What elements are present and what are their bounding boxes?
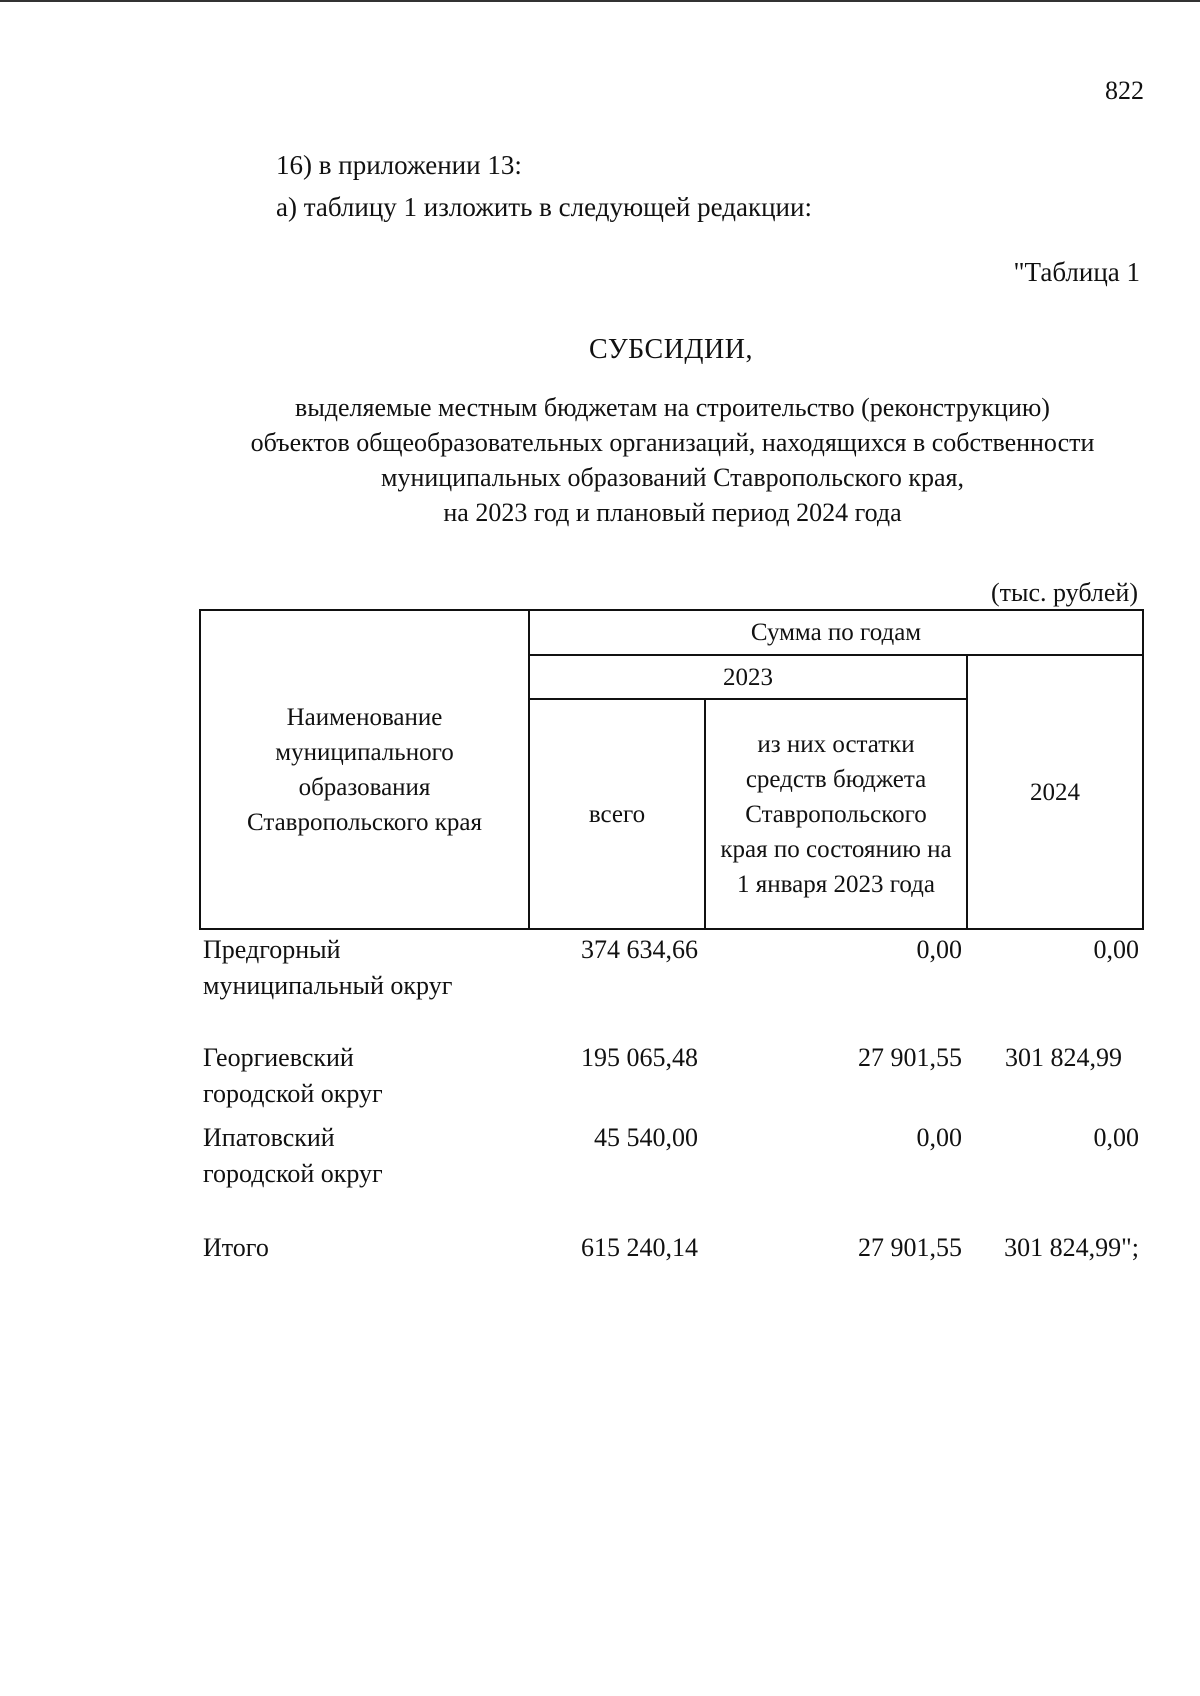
amendment-subitem: а) таблицу 1 изложить в следующей редакции: [276, 192, 812, 222]
remainder-value: 27 901,55 [858, 1043, 962, 1072]
totals-label: Итого [203, 1233, 269, 1262]
remainder-value: 0,00 [916, 935, 962, 964]
totals-remainder-value: 27 901,55 [858, 1233, 962, 1262]
total-value: 374 634,66 [581, 935, 698, 964]
totals-total-value: 615 240,14 [581, 1233, 698, 1262]
document-subtitle [200, 390, 1145, 530]
table-reference: "Таблица 1 [1013, 257, 1140, 287]
year-2024-value: 301 824,99 [1005, 1043, 1122, 1072]
year-2024-value: 0,00 [1093, 935, 1139, 964]
top-rule [0, 0, 1200, 2]
page-number: 822 [1105, 76, 1144, 105]
municipality-name [203, 932, 523, 1004]
totals-year-2024-value: 301 824,99"; [1004, 1233, 1139, 1262]
units-label: (тыс. рублей) [990, 578, 1138, 607]
subtitle-line: объектов общеобразовательных организаций, находящихся в собственности [250, 428, 1095, 457]
municipality-name [203, 1120, 523, 1192]
header-year-2023: 2023 [529, 655, 967, 699]
subtitle-line: муниципальных образований Ставропольского края, [380, 463, 964, 492]
header-remainder: из них остатки средств бюджета Ставропольского края по состоянию на 1 января 2023 года [705, 699, 967, 929]
header-municipality-name: Наименование муниципального образования Ставропольского края [200, 610, 529, 929]
municipality-name-line: городской округ [203, 1079, 383, 1108]
remainder-value: 0,00 [916, 1123, 962, 1152]
header-sum-by-years: Сумма по годам [529, 610, 1143, 655]
table-header [199, 609, 1144, 930]
municipality-name-line: Георгиевский [203, 1043, 354, 1072]
municipality-name [203, 1040, 523, 1112]
header-year-2024: 2024 [967, 655, 1143, 929]
subtitle-line: на 2023 год и плановый период 2024 года [443, 498, 902, 527]
document-title: СУБСИДИИ, [589, 334, 753, 365]
municipality-name-line: городской округ [203, 1159, 383, 1188]
total-value: 195 065,48 [581, 1043, 698, 1072]
municipality-name-line: Ипатовский [203, 1123, 335, 1152]
subtitle-line: выделяемые местным бюджетам на строительство (реконструкцию) [295, 393, 1050, 422]
municipality-name-line: Предгорный [203, 935, 341, 964]
header-total: всего [529, 699, 705, 929]
municipality-name-line: муниципальный округ [203, 971, 453, 1000]
total-value: 45 540,00 [594, 1123, 698, 1152]
year-2024-value: 0,00 [1093, 1123, 1139, 1152]
amendment-item: 16) в приложении 13: [276, 150, 522, 180]
